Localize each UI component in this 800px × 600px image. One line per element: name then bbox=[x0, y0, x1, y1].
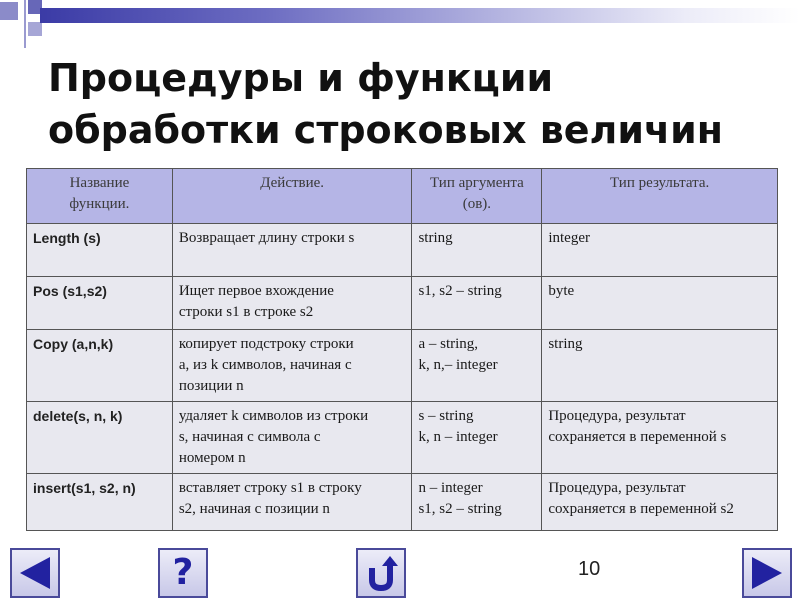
triangle-right-icon bbox=[752, 557, 782, 589]
cell-function-name: insert(s1, s2, n) bbox=[27, 474, 173, 531]
cell-result-type: integer bbox=[542, 224, 778, 277]
header-result-type: Тип результата. bbox=[542, 169, 778, 224]
cell-function-name: Pos (s1,s2) bbox=[27, 277, 173, 330]
cell-argument-type: string bbox=[412, 224, 542, 277]
table-row bbox=[27, 277, 778, 330]
header-action: Действие. bbox=[172, 169, 412, 224]
question-mark-icon: ? bbox=[172, 552, 194, 593]
decor-square bbox=[28, 22, 42, 36]
cell-action: Возвращает длину строки s bbox=[172, 224, 412, 277]
cell-function-name: Copy (a,n,k) bbox=[27, 330, 173, 402]
return-button[interactable] bbox=[356, 548, 406, 598]
header-argument-type: Тип аргумента (ов). bbox=[412, 169, 542, 224]
decor-line bbox=[24, 0, 26, 48]
cell-action: удаляет k символов из строки s, начиная с символа с номером n bbox=[172, 402, 412, 474]
prev-slide-button[interactable] bbox=[10, 548, 60, 598]
cell-argument-type: s1, s2 – string bbox=[412, 277, 542, 330]
title-line: обработки строковых величин bbox=[48, 108, 723, 152]
top-gradient-bar bbox=[40, 8, 800, 23]
cell-action: Ищет первое вхождение строки s1 в строке s2 bbox=[172, 277, 412, 330]
header-function-name: Название функции. bbox=[27, 169, 173, 224]
table-row bbox=[27, 474, 778, 531]
next-slide-button[interactable] bbox=[742, 548, 792, 598]
table-row bbox=[27, 402, 778, 474]
cell-argument-type: a – string, k, n,– integer bbox=[412, 330, 542, 402]
u-turn-arrow-icon bbox=[363, 554, 399, 592]
table-row bbox=[27, 224, 778, 277]
cell-function-name: Length (s) bbox=[27, 224, 173, 277]
cell-function-name: delete(s, n, k) bbox=[27, 402, 173, 474]
help-button[interactable] bbox=[158, 548, 208, 598]
cell-result-type: byte bbox=[542, 277, 778, 330]
title-line: Процедуры и функции bbox=[48, 56, 554, 100]
cell-result-type: string bbox=[542, 330, 778, 402]
table-header-row bbox=[27, 169, 778, 224]
string-functions-table bbox=[26, 168, 778, 531]
cell-result-type: Процедура, результат сохраняется в переменной s2 bbox=[542, 474, 778, 531]
cell-result-type: Процедура, результат сохраняется в переменной s bbox=[542, 402, 778, 474]
cell-argument-type: n – integer s1, s2 – string bbox=[412, 474, 542, 531]
cell-action: копирует подстроку строки a, из k символов, начиная с позиции n bbox=[172, 330, 412, 402]
triangle-left-icon bbox=[20, 557, 50, 589]
page-title bbox=[48, 52, 788, 156]
page-number: 10 bbox=[578, 558, 601, 580]
decor-square bbox=[0, 2, 18, 20]
cell-action: вставляет строку s1 в строку s2, начиная с позиции n bbox=[172, 474, 412, 531]
cell-argument-type: s – string k, n – integer bbox=[412, 402, 542, 474]
table-row bbox=[27, 330, 778, 402]
